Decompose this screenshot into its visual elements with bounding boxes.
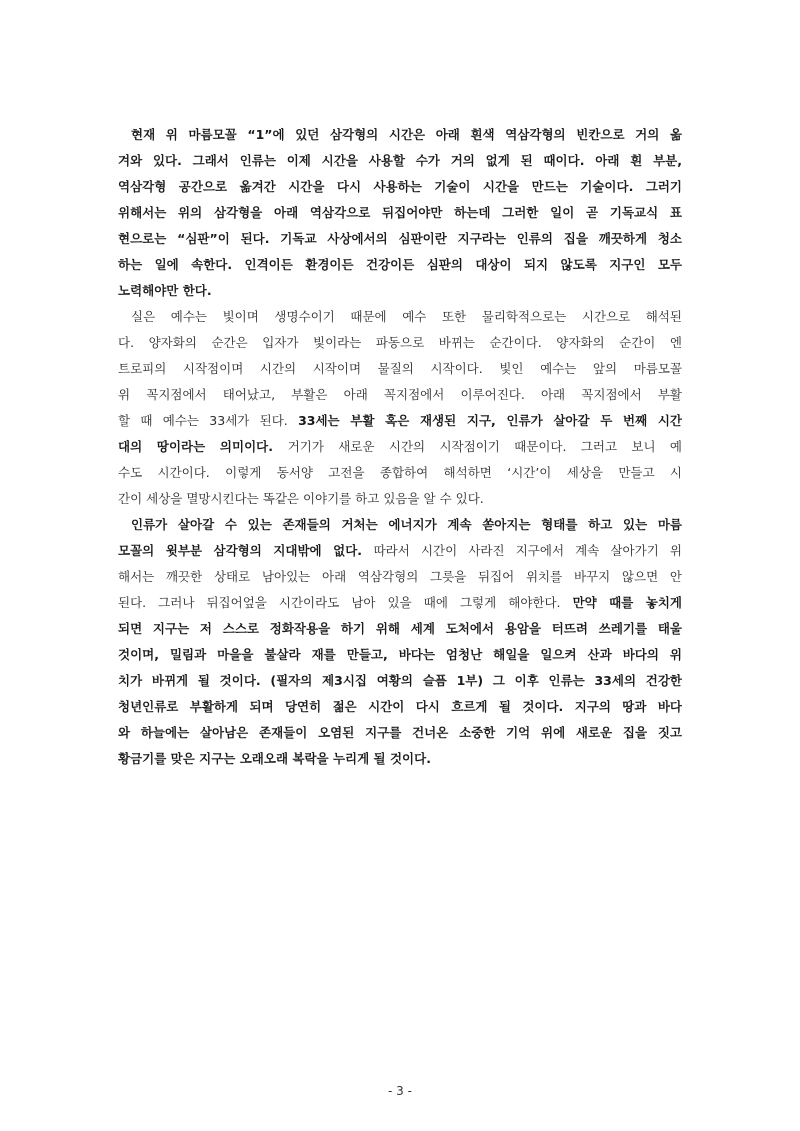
text-line <box>118 252 682 278</box>
bold-text: 대의 땅이라는 의미이다. <box>118 439 288 454</box>
text-line <box>118 538 682 564</box>
bold-text: 치가 바뀌게 될 것이다. (필자의 제3시집 여황의 슬픔 1부) 그 이후 인류는 33세의 건강한 <box>118 673 682 688</box>
text-line <box>118 668 682 694</box>
paragraph <box>118 122 682 304</box>
text-line <box>118 356 682 382</box>
body-text <box>118 122 682 772</box>
text-line <box>118 590 682 616</box>
bold-text: 인류가 살아갈 수 있는 존재들의 거처는 에너지가 계속 쏟아지는 형태를 하고 있는 마름 <box>131 517 682 532</box>
plain-text: 트로피의 시작점이며 시간의 시작이며 물질의 시작이다. 빛인 예수는 앞의 마름모꼴 <box>118 361 682 376</box>
bold-text: 노력해야만 한다. <box>118 283 212 298</box>
text-line <box>118 408 682 434</box>
text-line <box>118 122 682 148</box>
bold-text: 모꼴의 윗부분 삼각형의 지대밖에 없다. <box>118 543 374 558</box>
text-line <box>118 616 682 642</box>
bold-text: 33세는 부활 혹은 재생된 지구, 인류가 살아갈 두 번째 시간 <box>298 413 682 428</box>
plain-text: 따라서 시간이 사라진 지구에서 계속 살아가기 위 <box>373 543 682 558</box>
plain-text: 해서는 깨끗한 상태로 남아있는 아래 역삼각형의 그릇을 뒤집어 위치를 바꾸지 않으면 안 <box>118 569 682 584</box>
bold-text: 황금기를 맞은 지구는 오래오래 복락을 누리게 될 것이다. <box>118 751 431 766</box>
text-line <box>118 434 682 460</box>
bold-text: 현재 위 마름모꼴 “1”에 있던 삼각형의 시간은 아래 흰색 역삼각형의 빈칸으로 거의 옮 <box>131 127 682 142</box>
text-line <box>118 486 682 512</box>
plain-text: 거기가 새로운 시간의 시작점이기 때문이다. 그러고 보니 예 <box>287 439 682 454</box>
bold-text: 현으로는 “심판”이 된다. 기독교 사상에서의 심판이란 지구라는 인류의 집을 깨끗하게 청소 <box>118 231 682 246</box>
text-line <box>118 304 682 330</box>
plain-text: 다. 양자화의 순간은 입자가 빛이라는 파동으로 바뀌는 순간이다. 양자화의 순간이 엔 <box>118 335 682 350</box>
bold-text: 하는 일에 속한다. 인격이든 환경이든 건강이든 심판의 대상이 되지 않도록 지구인 모두 <box>118 257 682 272</box>
page-number: - 3 - <box>388 1084 412 1098</box>
bold-text: 만약 때를 놓치게 <box>572 595 682 610</box>
paragraph <box>118 512 682 772</box>
text-line <box>118 148 682 174</box>
paragraph <box>118 304 682 512</box>
text-line <box>118 330 682 356</box>
bold-text: 되면 지구는 저 스스로 정화작용을 하기 위해 세계 도처에서 용암을 터뜨려 쓰레기를 태울 <box>118 621 682 636</box>
bold-text: 와 하늘에는 살아남은 존재들이 오염된 지구를 건너온 소중한 기억 위에 새로운 집을 짓고 <box>118 725 682 740</box>
text-line <box>118 174 682 200</box>
plain-text: 간이 세상을 멸망시킨다는 똑같은 이야기를 하고 있음을 알 수 있다. <box>118 491 484 506</box>
text-line <box>118 746 682 772</box>
text-line <box>118 382 682 408</box>
bold-text: 것이며, 밀림과 마을을 불살라 재를 만들고, 바다는 엄청난 해일을 일으켜 산과 바다의 위 <box>118 647 682 662</box>
plain-text: 된다. 그러나 뒤집어엎을 시간이라도 남아 있을 때에 그렇게 해야한다. <box>118 595 573 610</box>
text-line <box>118 460 682 486</box>
text-line <box>118 278 682 304</box>
plain-text: 수도 시간이다. 이렇게 동서양 고전을 종합하여 해석하면 ‘시간’이 세상을 만들고 시 <box>118 465 682 480</box>
text-line <box>118 642 682 668</box>
text-line <box>118 200 682 226</box>
text-line <box>118 720 682 746</box>
plain-text: 실은 예수는 빛이며 생명수이기 때문에 예수 또한 물리학적으로는 시간으로 해석된 <box>131 309 682 324</box>
bold-text: 역삼각형 공간으로 옮겨간 시간을 다시 사용하는 기술이 시간을 만드는 기술이다. 그러기 <box>118 179 682 194</box>
bold-text: 위해서는 위의 삼각형을 아래 역삼각으로 뒤집어야만 하는데 그러한 일이 곧 기독교식 표 <box>118 205 682 220</box>
plain-text: 위 꼭지점에서 태어났고, 부활은 아래 꼭지점에서 이루어진다. 아래 꼭지점에서 부활 <box>118 387 682 402</box>
text-line <box>118 226 682 252</box>
text-line <box>118 512 682 538</box>
plain-text: 할 때 예수는 33세가 된다. <box>118 413 299 428</box>
bold-text: 청년인류로 부활하게 되며 당연히 젊은 시간이 다시 흐르게 될 것이다. 지구의 땅과 바다 <box>118 699 682 714</box>
text-line <box>118 694 682 720</box>
text-line <box>118 564 682 590</box>
bold-text: 겨와 있다. 그래서 인류는 이제 시간을 사용할 수가 거의 없게 된 때이다. 아래 흰 부분, <box>118 153 682 168</box>
